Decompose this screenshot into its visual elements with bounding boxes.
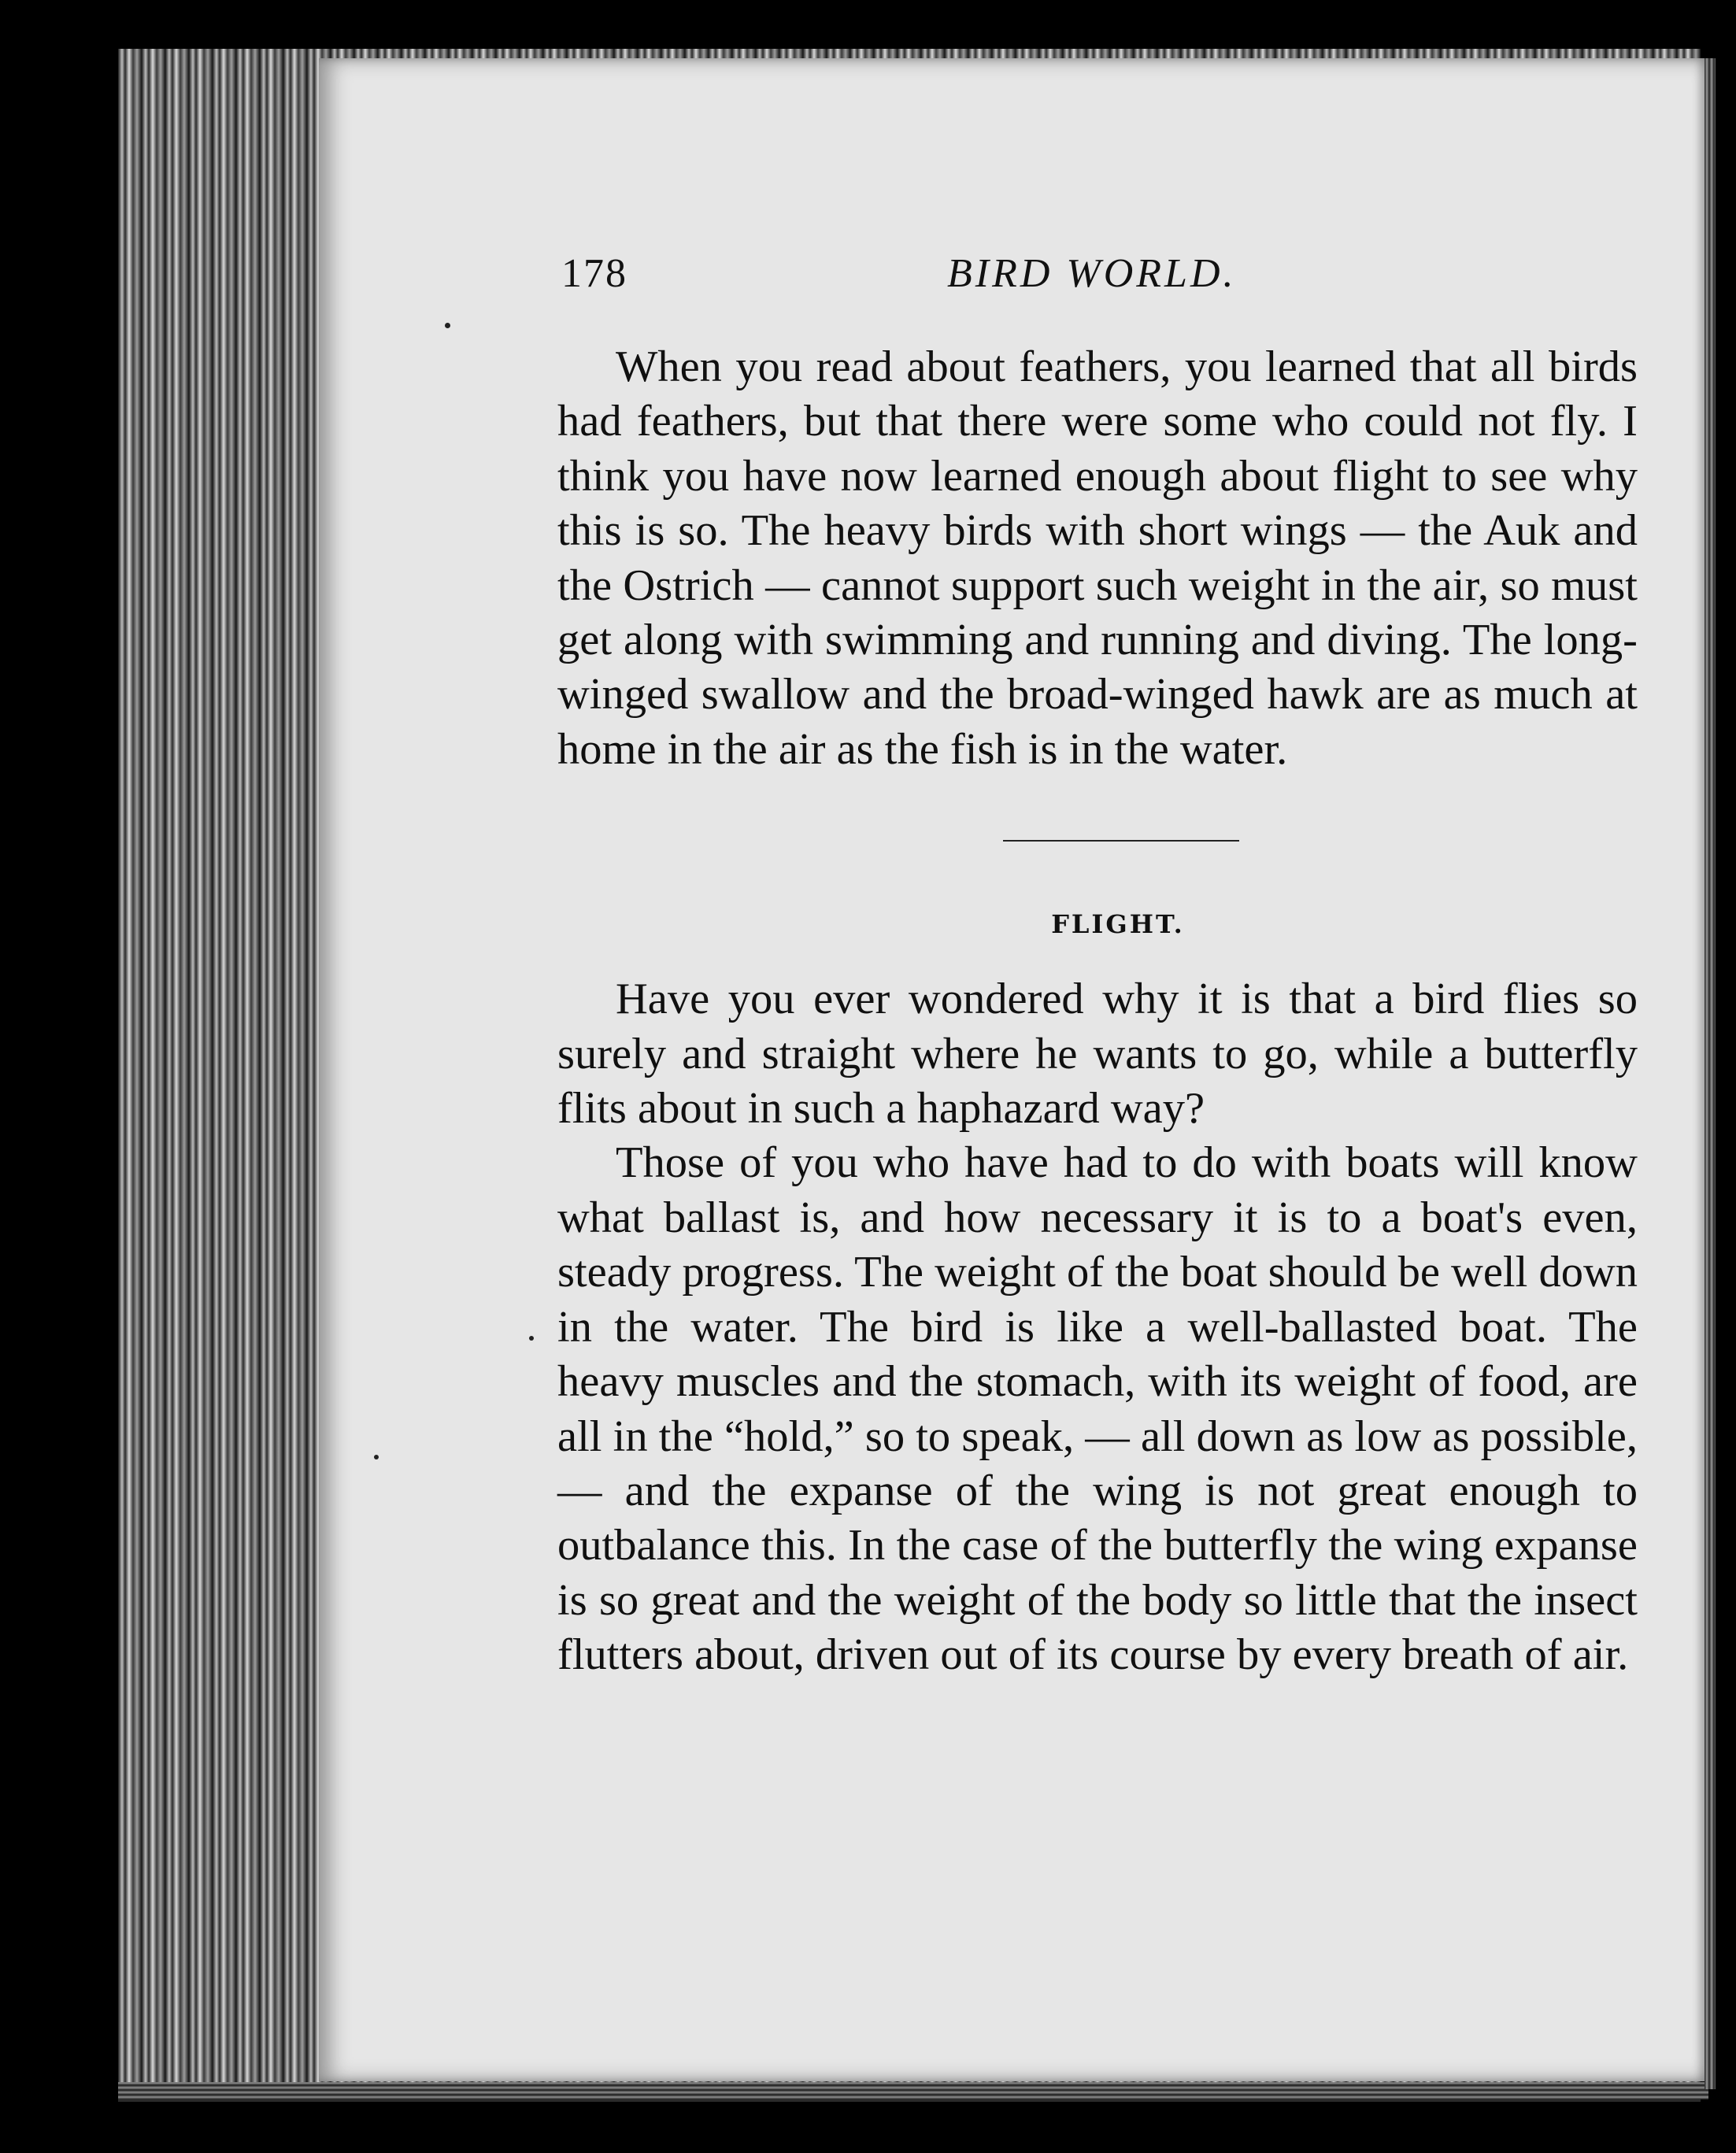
running-head [561,250,1640,313]
scan-speck [529,1336,534,1341]
scan-speck [445,323,450,328]
book-bottom-edge [118,2082,1708,2099]
section-divider [1003,840,1239,842]
running-title: BIRD WORLD. [947,251,1237,296]
section-heading: FLIGHT. [1051,909,1185,940]
book-right-edge [1705,58,1716,2089]
paragraph: Those of you who have had to do with boats will know what ballast is, and how necessary it is to a boat's even, steady progress. The weight of the boat should be well down in the water. The bird is like a well-ballasted boat. The heavy muscles and the stomach, with its weight of food, are all in the “hold,” so to speak, — all down as low as possible, — and the expanse of the wing is not great enough to outbalance this. In the case of the butterfly the wing expanse is so great and the weight of the body so little that the insect flutters about, driven out of its course by every breath of air. [557,1138,1638,1680]
paragraph: Have you ever wondered why it is that a bird flies so surely and straight where he wants to go, while a butterfly flits about in such a haphazard way? [557,975,1638,1134]
page-number: 178 [561,251,627,296]
paragraph: When you read about feathers, you learned that all birds had feathers, but that there were some who could not fly. I think you have now learned enough about flight to see why this is so. The heavy birds with short wings — the Auk and the Ostrich — cannot support such weight in the air, so must get along with swimming and running and diving. The long-winged swallow and the broad-winged hawk are as much at home in the air as the fish is in the water. [557,342,1638,774]
scan-speck [374,1455,379,1459]
page-text [557,340,1638,1683]
